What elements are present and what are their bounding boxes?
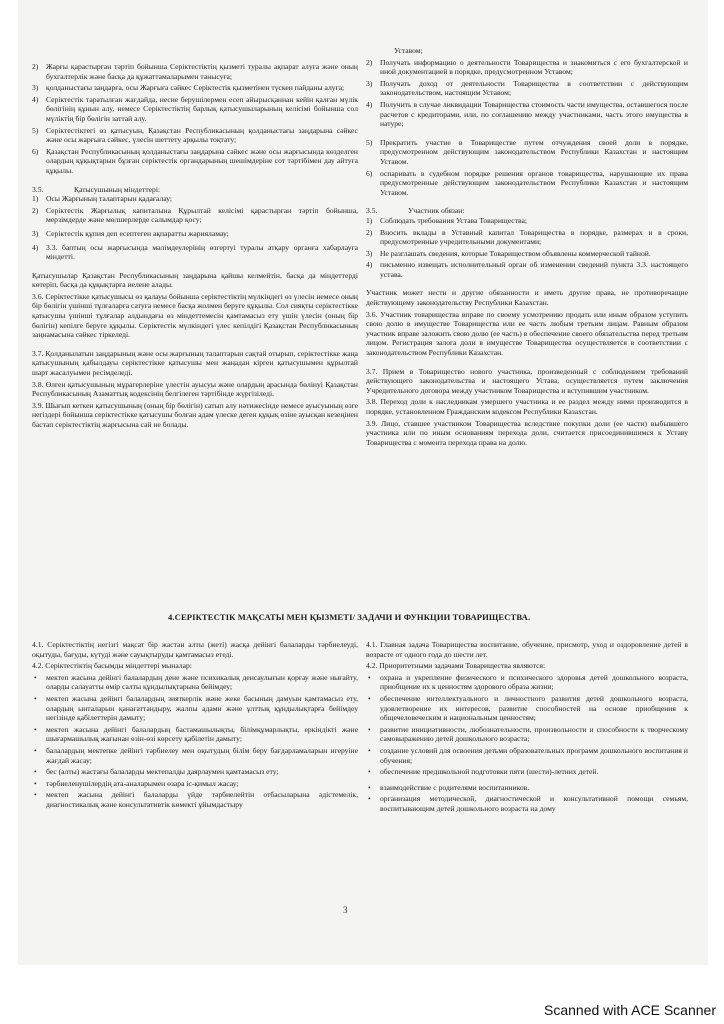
paragraph: 4.1. Главная задача Товарищества воспитание, обучение, присмотр, уход и оздоровление детей в возрасте от одного года до шести лет. (366, 640, 688, 659)
list-item: 3) Серіктестік құпия деп есептеген ақпаратты жарияламау; (32, 228, 229, 238)
list-item: 6) Қазақстан Республикасының қолданыстағы заңдарына сәйкес және осы жарғысында көзделген олардың құқықтарын бұзған серіктестік органдарының шешімдеріне сот тәртібімен дау айтуға құқылы. (32, 146, 358, 175)
list-item: 3) қолданыстағы заңдарға, осы Жарғыға сәйкес Серіктестік қызметінен түскен пайданы алуға; (32, 83, 345, 93)
bullet-item: • обеспечение предшкольной подготовки пяти (шести)-летних детей. (368, 767, 599, 777)
paragraph: 3.7. Қолданылатын заңдарының және осы жарғының талаптарын сақтай отырып, серіктестікке жаңа қатысушының қабылдауы серіктестікке қатысушы мен жаңадан кірген қатысушымен құрылтай шарт жасалуымен ресімделеді. (32, 348, 358, 378)
list-item: 2) Вносить вклады в Уставный капитал Товарищества в порядке, размерах и в сроки, предусмотренные учредительными документами; (366, 227, 688, 247)
bullet-item: • мектеп жасына дейінгі балалардың бастамашылықты, білімқұмарлықты, еркіндікті және шығармашылық жағынан өзін-өзі көрсету қабілетін дамыту; (34, 724, 358, 744)
duties-heading: 3.5. Қатысушының міндеттері: (32, 184, 161, 194)
bullet-icon: • (34, 767, 37, 777)
bullet-icon: • (368, 782, 371, 792)
bullet-item: • тәрбиеленушілердің ата-аналарымен өзара іс-қимыл жасау; (34, 778, 239, 788)
paragraph: Қатысушылар Қазақстан Республикасының заңдарына қайшы келмейтін, басқа да міндеттерді көтеріп, басқа да құқықтарға иеленe алады. (32, 270, 358, 290)
list-item: 2) Получать информацию о деятельности Товарищества и знакомиться с его бухгалтерской и иной документацией в порядке, предусмотренном Уставом; (366, 57, 688, 77)
bullet-item: • мектеп жасына дейінгі балаларды үйде тәрбиелейтін отбасыларына әдістемелік, диагностикалық және консультативтік көмекті ұйымдастыру (34, 790, 358, 809)
list-item: 6) оспаривать в судебном порядке решения органов товарищества, нарушающие их права предусмотренные действующим законодательством Республики Казахстан и настоящим Уставом. (366, 168, 688, 197)
paragraph: Участник может нести и другие обязанности и иметь другие права, не противоречащие действующему законодательству Республики Казахстан. (366, 288, 688, 308)
bullet-item: • балалардың мектепке дейінгі тәрбиелеу мен оқытудың білім беру бағдарламаларын игеруіне жағдай жасау; (34, 745, 358, 765)
scanned-page (18, 0, 708, 965)
list-item: 4) 3.3. баптың осы жарғысында мәлімдеулерінің өзгертуі туралы атқару органға хабарлауға міндетті. (32, 242, 358, 262)
paragraph: 3.9. Лицо, ставшее участником Товарищества вследствие покупки доли (ее части) выбывшего участника или по иным основаниям перехода доли, считается присоединившимся к Уставу Товарищества с момента перехода права на долю. (366, 418, 688, 447)
bullet-item: • охрана и укрепление физического и психического здоровья детей дошкольного возраста, приобщение их к ценностям здорового образа жизни; (368, 672, 688, 692)
page-number: 3 (343, 905, 348, 915)
bullet-icon: • (34, 790, 37, 800)
list-item: 1) Осы Жарғының талаптарын қадағалау; (32, 194, 173, 204)
list-item: 3) Получать доход от деятельности Товарищества в соответствии с действующим законодательством, настоящим Уставом; (366, 78, 688, 98)
paragraph: 4.2. Серіктестіктің басымды міндеттері мыналар: (32, 661, 192, 671)
right-column-russian (366, 46, 688, 449)
bullet-item: • мектеп жасына дейінгі балалардың дене және психикалық денсаулығын қорғау және нығайту, оларды салауатты өмір салты құндылықтарына бейімдеу; (34, 672, 358, 692)
bullet-item: • обеспечение интеллектуального и личностного развития детей дошкольного возраста, удовлетворение их интересов, развитие способностей на основе приобщения к общечеловеческим и национальным ценностям; (368, 693, 688, 723)
list-item: 2) Жарғы қарастырған тәртіп бойынша Серіктестіктің қызметі туралы ақпарат алуға және оның бухгалтерлік және басқа да құжаттамаларымен танысуға; (32, 62, 358, 81)
bullet-item: • создание условий для освоения детьми образовательных программ дошкольного воспитания и обучения; (368, 745, 688, 765)
paragraph: 3.6. Серіктестікке қатысушысы өз қалауы бойынша серіктестіктің мүлкіндегі өз үлесін немесе оның бір бөлігін үшінші тұлғаларға сатуға немесе басқа жолмен беруге құқылы. Сол сияқты серіктестікке қатысушы үшінші тұлғалар алдындағы өз міндеттемесін қамтамасыз ету үшін үлесін (оның бір бөлігін) кепілге беруге құқылы. Серіктестік мүлкіндегі үлес кепілдігі Қазақстан Республикасының заңнамасына сәйкес тіркеледі. (32, 291, 358, 340)
bullet-icon: • (368, 693, 371, 703)
paragraph: 3.9. Шығып кеткен қатысушының (оның бір бөлігін) сатып алу нәтижесінде немесе ауысуының өзге негіздері бойынша серіктестікке қатысушы болған адам үлеске деген құқық өзіне ауысқан кезеңінен бастап серіктестіктің жарғысына сай не болады. (32, 400, 358, 429)
bullet-item: • развитие инициативности, любознательности, произвольности и способности к творческому самовыражению детей дошкольного возраста; (368, 724, 688, 744)
paragraph: 3.8. Переход доли к наследникам умершего участника и ее раздел между ними производится в порядке, установленном Гражданским кодексом Республики Казахстан. (366, 397, 688, 416)
list-item: 1) Соблюдать требования Устава Товарищества; (366, 215, 527, 225)
left-column-kazakh (32, 62, 358, 432)
bullet-icon: • (368, 672, 371, 682)
bullet-icon: • (34, 724, 37, 734)
list-item: 5) Серіктестіктегі өз қатысуын, Қазақстан Республикасының қолданыстағы заңдарына сәйкес және осы жарғыға сәйкес, үлесін шеттету арқылы тоқтату; (32, 125, 358, 145)
list-item: 4) Серіктестік таратылған жағдайда, несие берушілермен есеп айырысқаннан кейін қалған мүлік бөлігінің құнын алу, немесе Серіктестіктің барлық қатысушыларының келісімі бойынша сол мүліктің бір бөлігін заттай алу. (32, 94, 358, 123)
left-bottom-kazakh (32, 640, 358, 812)
list-item: 4) письменно извещать исполнительный орган об изменении сведений пункта 3.3. настоящего устава. (366, 260, 688, 279)
paragraph: 3.6. Участник товарищества вправе по своему усмотрению продать или иным образом уступить свою долю в имуществе Товарищества или ее часть любым третьим лицам. Равным образом участник вправе заложить свою долю (ее часть) в обеспечение своего обязательства перед третьим лицом. Регистрация залога доли в имуществе Товарищества осуществляется в соответствии с законодательством Республики Казахстан. (366, 309, 688, 358)
scanner-watermark: Scanned with ACE Scanner (544, 1002, 716, 1018)
bullet-icon: • (368, 745, 371, 755)
bullet-item: • взаимодействие с родителями воспитанников. (368, 782, 530, 792)
bullet-icon: • (34, 693, 37, 703)
bullet-item: • организация методической, диагностической и консультативной помощи семьям, воспитывающим детей дошкольного возраста на дому (368, 794, 688, 813)
paragraph: 3.8. Өлген қатысушының мұрагерлеріне үлестін ауысуы және олардың арасында бөлінуі Қазақстан Республикасының Азаматтық кодексінің белгілеген тәртібінде жүргізіледі. (32, 379, 358, 399)
paragraph: 4.1. Серіктестіктің негізгі мақсат бір жастан алты (жеті) жасқа дейінгі балаларды тәрбиелеуді, оқытуды, бағуды, күтуді және сауықтыруды қамтамасыз етеді. (32, 640, 358, 659)
bullet-icon: • (34, 672, 37, 682)
bullet-icon: • (368, 794, 371, 804)
paragraph: 3.7. Прием в Товарищество нового участника, произведенный с соблюдением требований действующего законодательства и настоящего Устава, осуществляется путем заключения Учредительного договора между участником Товарищества и вступившим участником. (366, 366, 688, 395)
right-bottom-russian (366, 640, 688, 816)
lead-text: Уставом; (394, 46, 423, 55)
bullet-icon: • (368, 724, 371, 734)
bullet-icon: • (34, 745, 37, 755)
section-title: 4.СЕРІКТЕСТІК МАҚСАТЫ МЕН ҚЫЗМЕТІ/ ЗАДАЧИ И ФУНКЦИИ ТОВАРИЩЕСТВА. (168, 612, 531, 622)
duties-heading: 3.5. Участник обязан: (366, 206, 465, 216)
list-item: 4) Получить в случае ликвидации Товарищества стоимость части имущества, оставшегося после расчетов с кредиторами, или, по соглашению между участниками, часть этого имущества в натуре; (366, 99, 688, 129)
bullet-icon: • (34, 778, 37, 788)
bullet-icon: • (368, 767, 371, 777)
list-item: 5) Прекратить участие в Товариществе путем отчуждения своей доли в порядке, предусмотренном действующим законодательством Республики Казахстан и настоящим Уставом. (366, 137, 688, 166)
bullet-item: • мектеп жасына дейінгі балалардың зияткерлік және жеке басының дамуын қамтамасыз ету, олардың ынталарын қанағаттандыру, жалпы адами және ұлттық құндылықтарға бейімдеу негізінде қабілеттерін дамыту; (34, 693, 358, 723)
list-item: 3) Не разглашать сведения, которые Товариществом объявлены коммерческой тайной. (366, 248, 651, 258)
paragraph: 4.2. Приоритетными задачами Товарищества являются: (366, 661, 546, 671)
list-item: 2) Серіктестік Жарғылық капиталына Құрылтай келісімі қарастырған тәртіп бойынша, мерзімдерде және мөлшерлерде салымдар қосу; (32, 205, 358, 225)
bullet-item: • бес (алты) жастағы балаларды мектепалды даярлаумен қамтамасыз ету; (34, 767, 279, 777)
